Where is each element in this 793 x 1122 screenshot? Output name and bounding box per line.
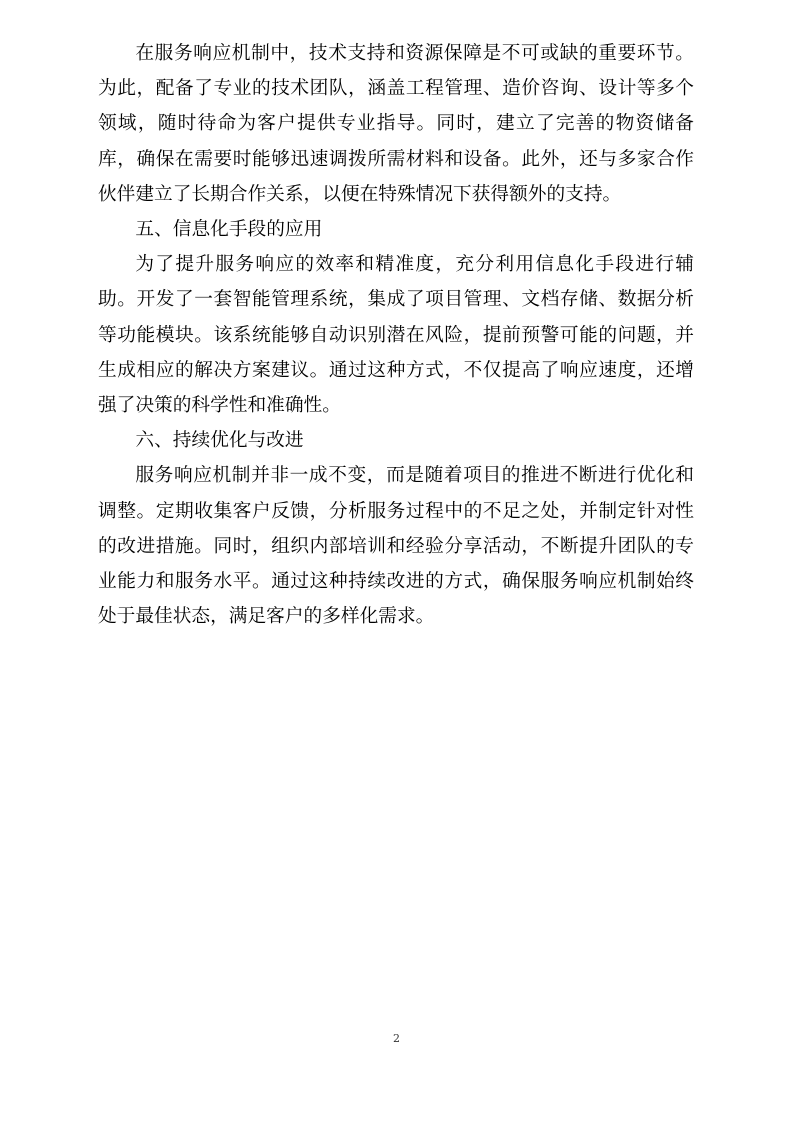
section-heading-continuous-improvement: 六、持续优化与改进 <box>135 430 304 452</box>
paragraph-informatization: 为了提升服务响应的效率和精准度，充分利用信息化手段进行辅助。开发了一套智能管理系统，集成了项目管理、文档存储、数据分析等功能模块。该系统能够自动识别潜在风险，提前预警可能的问题，并生成相应的解决方案建议。通过这种方式，不仅提高了响应速度，还增强了决策的科学性和准确性。 <box>98 254 694 417</box>
section-heading-informatization: 五、信息化手段的应用 <box>135 219 323 241</box>
page-number: 2 <box>393 1032 400 1045</box>
paragraph-technical-support: 在服务响应机制中，技术支持和资源保障是不可或缺的重要环节。为此，配备了专业的技术团队，涵盖工程管理、造价咨询、设计等多个领域，随时待命为客户提供专业指导。同时，建立了完善的物资储备库，确保在需要时能够迅速调拨所需材料和设备。此外，还与多家合作伙伴建立了长期合作关系，以便在特殊情况下获得额外的支持。 <box>98 43 694 205</box>
paragraph-continuous-improvement: 服务响应机制并非一成不变，而是随着项目的推进不断进行优化和调整。定期收集客户反馈，分析服务过程中的不足之处，并制定针对性的改进措施。同时，组织内部培训和经验分享活动，不断提升团队的专业能力和服务水平。通过这种持续改进的方式，确保服务响应机制始终处于最佳状态，满足客户的多样化需求。 <box>98 465 694 628</box>
document-body <box>98 36 694 634</box>
